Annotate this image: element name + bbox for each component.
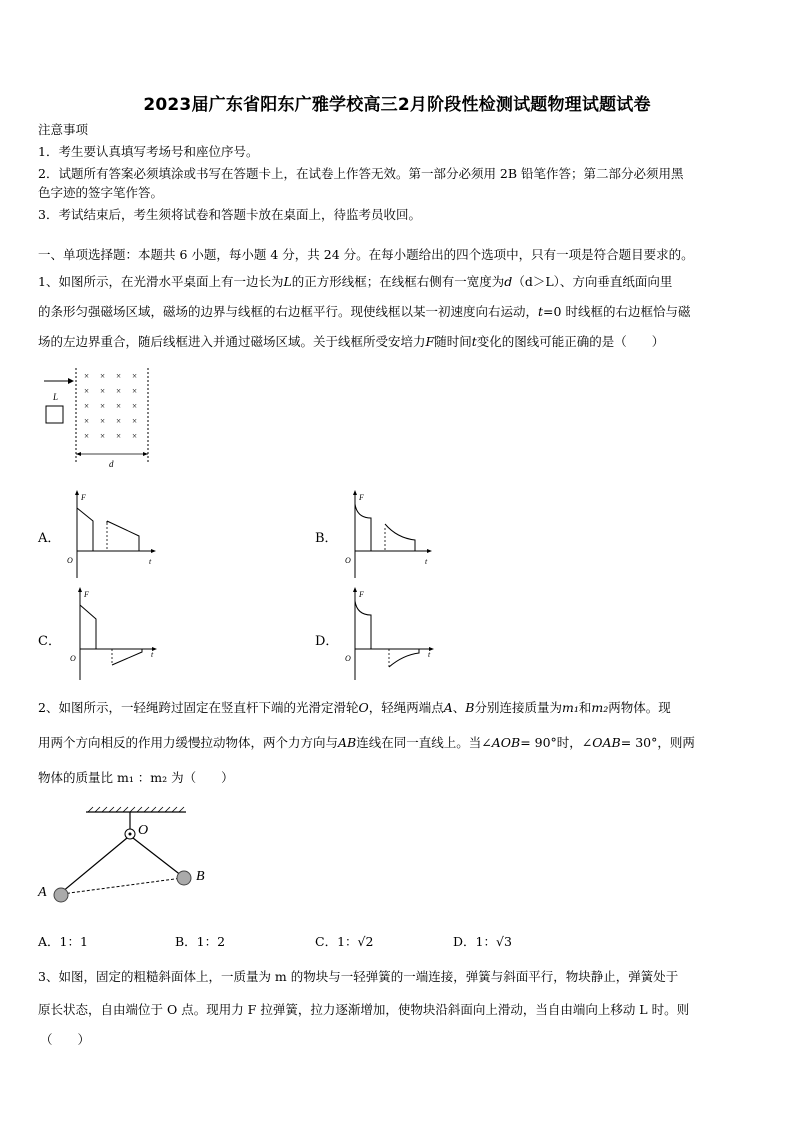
mass-b	[177, 871, 191, 885]
svg-text:×: ×	[84, 386, 90, 396]
q2-pulley-figure	[36, 806, 226, 910]
q2-line-2: 用两个方向相反的作用力缓慢拉动物体，两个力方向与AB连线在同一直线上。当∠AOB= 90°时，∠OAB= 30°，则两	[38, 735, 695, 750]
svg-text:O: O	[345, 556, 351, 565]
field-crosses	[84, 371, 137, 441]
svg-text:×: ×	[132, 371, 138, 381]
svg-text:F: F	[81, 493, 86, 502]
ab-line	[62, 878, 182, 894]
rope-left	[62, 838, 127, 892]
svg-text:O: O	[70, 654, 76, 663]
option-d-label[interactable]: D．	[315, 634, 339, 649]
option-a-graph[interactable]	[65, 488, 160, 583]
svg-text:×: ×	[84, 416, 90, 426]
svg-text:F: F	[359, 590, 364, 599]
svg-text:t: t	[425, 557, 428, 566]
q1-field-figure	[40, 368, 160, 472]
q3-line-1: 3、如图，固定的粗糙斜面体上，一质量为 m 的物块与一轻弹簧的一端连接，弹簧与斜面平行，物块静止，弹簧处于	[38, 969, 679, 984]
q1-line-3: 场的左边界重合，随后线框进入并通过磁场区域。关于线框所受安培力F随时间t变化的图线可能正确的是（ ）	[38, 334, 665, 349]
q2-choice-c[interactable]: C．1：√2	[315, 934, 374, 949]
option-c-graph[interactable]	[68, 585, 163, 685]
q2-line-1: 2、如图所示，一轻绳跨过固定在竖直杆下端的光滑定滑轮O，轻绳两端点A、B分别连接质量为m₁和m₂两物体。现	[38, 700, 671, 715]
square-loop	[46, 406, 63, 423]
rope-right	[133, 838, 182, 876]
q2-line-3: 物体的质量比 m₁ ：m₂ 为（ ）	[38, 770, 234, 785]
option-b-label[interactable]: B．	[315, 531, 338, 546]
svg-text:×: ×	[132, 416, 138, 426]
svg-text:×: ×	[116, 431, 122, 441]
q3-line-3: （ ）	[40, 1032, 91, 1047]
svg-text:×: ×	[116, 386, 122, 396]
svg-text:×: ×	[84, 431, 90, 441]
svg-text:×: ×	[132, 401, 138, 411]
q2-choice-b[interactable]: B．1：2	[175, 934, 226, 949]
option-a-label[interactable]: A．	[38, 531, 61, 546]
svg-text:×: ×	[132, 386, 138, 396]
svg-text:×: ×	[84, 371, 90, 381]
pulley-label: O	[138, 823, 149, 838]
svg-text:×: ×	[100, 416, 106, 426]
mass-a-label: A	[38, 885, 47, 900]
page-title: 2023届广东省阳东广雅学校高三2月阶段性检测试题物理试题试卷	[143, 95, 651, 115]
svg-text:O: O	[345, 654, 351, 663]
q2-choice-a[interactable]: A．1：1	[38, 934, 88, 949]
option-b-graph[interactable]	[345, 488, 440, 583]
q1-line-1: 1、如图所示，在光滑水平桌面上有一边长为L的正方形线框；在线框右侧有一宽度为d（d＞L）、方向垂直纸面向里	[38, 274, 673, 289]
notice-item-1: 1．考生要认真填写考场号和座位序号。	[38, 144, 259, 159]
field-width-label: d	[109, 459, 114, 469]
svg-text:t: t	[151, 650, 154, 659]
svg-text:×: ×	[100, 401, 106, 411]
mass-b-label: B	[196, 869, 205, 884]
svg-text:×: ×	[132, 431, 138, 441]
svg-text:×: ×	[116, 401, 122, 411]
q3-line-2: 原长状态，自由端位于 O 点。现用力 F 拉弹簧，拉力逐渐增加，使物块沿斜面向上滑动，当自由端向上移动 L 时。则	[38, 1002, 690, 1017]
notice-item-2-cont: 色字迹的签字笔作答。	[38, 185, 164, 200]
svg-text:t: t	[149, 557, 152, 566]
svg-text:×: ×	[100, 371, 106, 381]
notice-item-3: 3．考试结束后，考生须将试卷和答题卡放在桌面上，待监考员收回。	[38, 207, 421, 222]
svg-text:×: ×	[116, 371, 122, 381]
q1-line-2: 的条形匀强磁场区域，磁场的边界与线框的右边框平行。现使线框以某一初速度向右运动，t=0 时线框的右边框恰与磁	[38, 304, 691, 319]
svg-text:×: ×	[116, 416, 122, 426]
svg-text:t: t	[428, 650, 431, 659]
section-heading: 一、单项选择题：本题共 6 小题，每小题 4 分，共 24 分。在每小题给出的四个选项中，只有一项是符合题目要求的。	[38, 247, 694, 262]
svg-text:F: F	[359, 493, 364, 502]
q2-choice-d[interactable]: D．1：√3	[453, 934, 512, 949]
notice-heading: 注意事项	[38, 122, 89, 137]
svg-text:×: ×	[100, 431, 106, 441]
svg-text:×: ×	[100, 386, 106, 396]
loop-side-label: L	[53, 392, 59, 402]
svg-text:F: F	[84, 590, 89, 599]
ceiling-hatch	[88, 807, 184, 812]
mass-a	[54, 888, 68, 902]
svg-text:×: ×	[84, 401, 90, 411]
velocity-arrowhead	[68, 378, 74, 384]
svg-text:O: O	[67, 556, 73, 565]
option-c-label[interactable]: C．	[38, 634, 61, 649]
option-d-graph[interactable]	[345, 585, 440, 685]
notice-item-2: 2．试题所有答案必须填涂或书写在答题卡上，在试卷上作答无效。第一部分必须用 2B 铅笔作答；第二部分必须用黑	[38, 166, 684, 181]
